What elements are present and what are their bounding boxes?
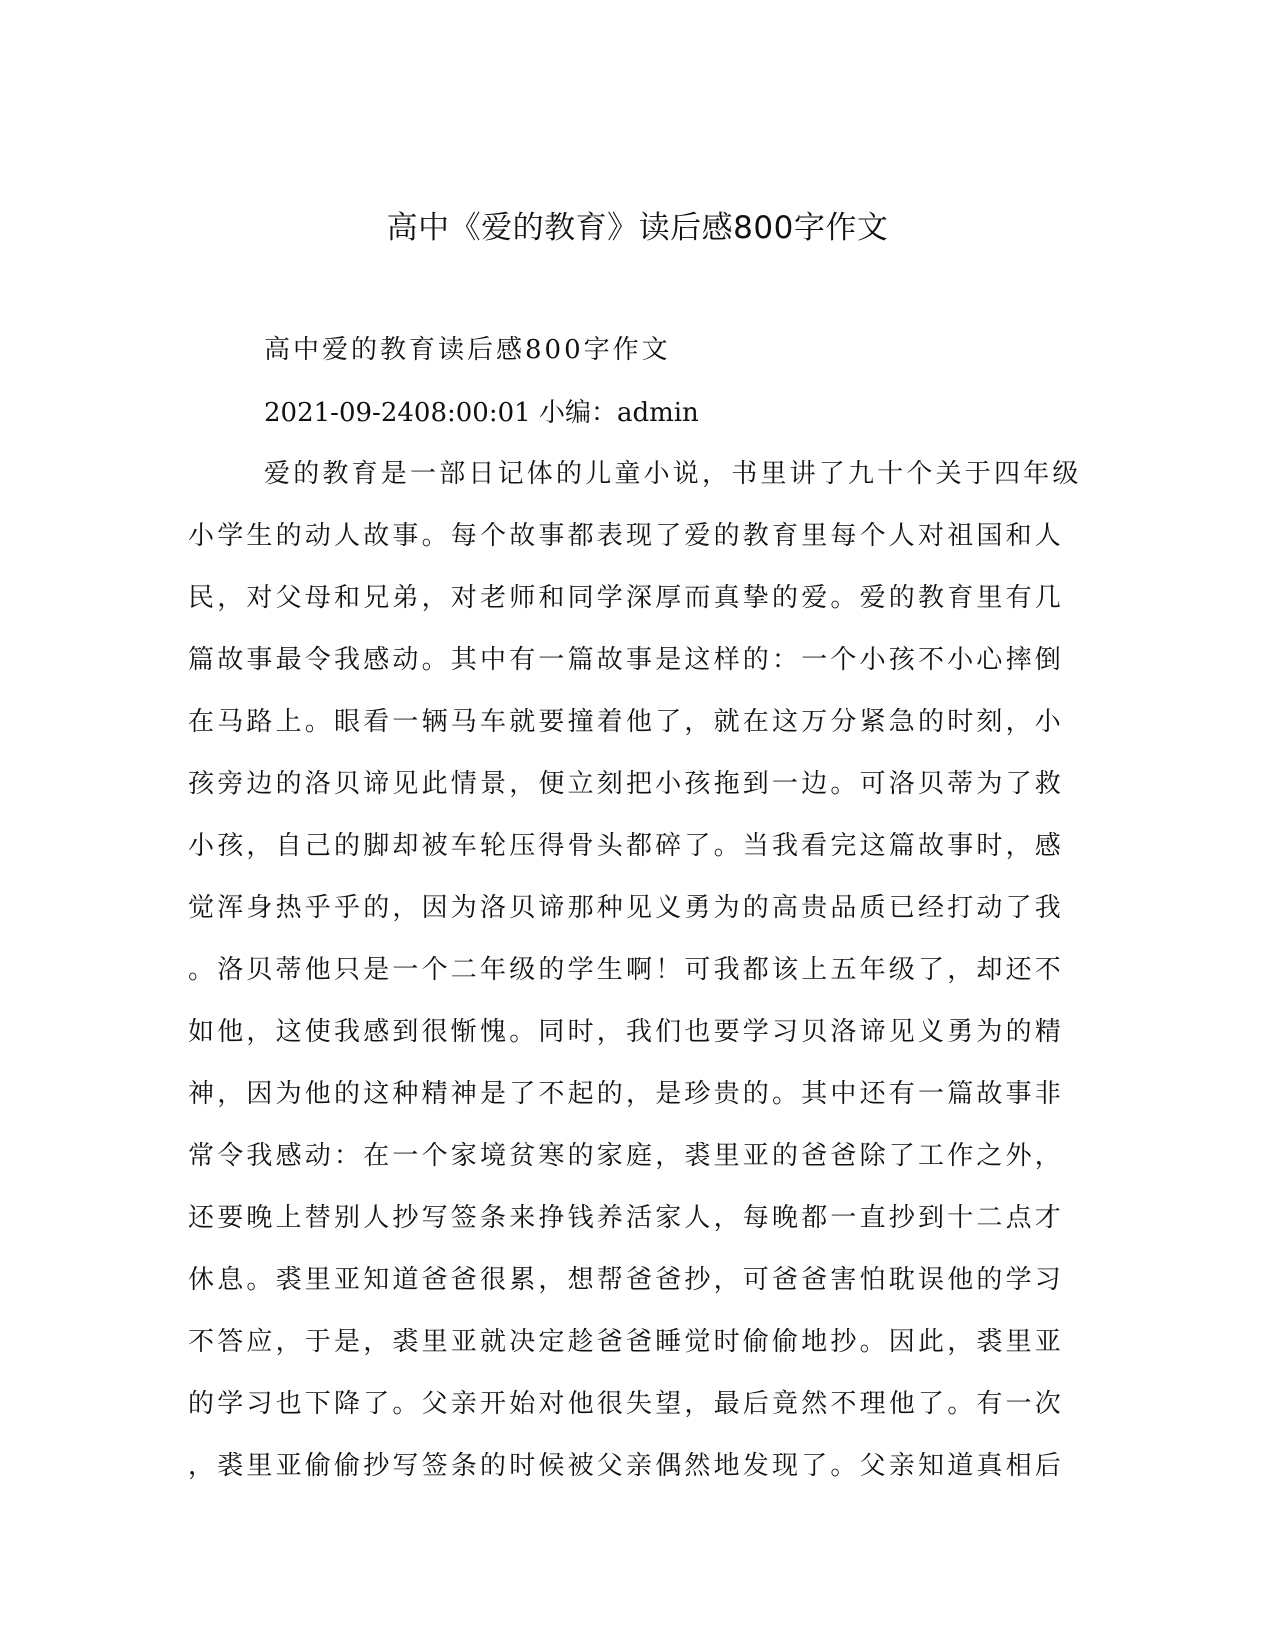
body-line: 觉浑身热乎乎的，因为洛贝谛那种见义勇为的高贵品质已经打动了我 xyxy=(188,893,1065,923)
body-line: 篇故事最令我感动。其中有一篇故事是这样的：一个小孩不小心摔倒 xyxy=(188,645,1065,675)
body-line: 不答应，于是，裘里亚就决定趁爸爸睡觉时偷偷地抄。因此，裘里亚 xyxy=(188,1327,1065,1357)
body-line: 休息。裘里亚知道爸爸很累，想帮爸爸抄，可爸爸害怕耽误他的学习 xyxy=(188,1265,1065,1295)
body-line: 。洛贝蒂他只是一个二年级的学生啊！可我都该上五年级了，却还不 xyxy=(188,955,1065,985)
body-line: 如他，这使我感到很惭愧。同时，我们也要学习贝洛谛见义勇为的精 xyxy=(188,1017,1065,1047)
body-line: 在马路上。眼看一辆马车就要撞着他了，就在这万分紧急的时刻，小 xyxy=(188,707,1065,737)
body-line: 民，对父母和兄弟，对老师和同学深厚而真挚的爱。爱的教育里有几 xyxy=(188,583,1065,613)
body-line: 小学生的动人故事。每个故事都表现了爱的教育里每个人对祖国和人 xyxy=(188,521,1065,551)
body-line: 常令我感动：在一个家境贫寒的家庭，裘里亚的爸爸除了工作之外， xyxy=(188,1141,1065,1171)
body-line: 神，因为他的这种精神是了不起的，是珍贵的。其中还有一篇故事非 xyxy=(188,1079,1065,1109)
article-subtitle: 高中爱的教育读后感800字作文 xyxy=(264,335,671,365)
body-line: 的学习也下降了。父亲开始对他很失望，最后竟然不理他了。有一次 xyxy=(188,1389,1065,1419)
body-line: 孩旁边的洛贝谛见此情景，便立刻把小孩拖到一边。可洛贝蒂为了救 xyxy=(188,769,1065,799)
body-line: 爱的教育是一部日记体的儿童小说，书里讲了九十个关于四年级 xyxy=(264,459,1082,489)
body-line: ，裘里亚偷偷抄写签条的时候被父亲偶然地发现了。父亲知道真相后 xyxy=(188,1451,1065,1481)
article-body xyxy=(188,454,1088,1508)
body-line: 还要晚上替别人抄写签条来挣钱养活家人，每晚都一直抄到十二点才 xyxy=(188,1203,1065,1233)
article-date-author: 2021-09-2408:00:01 小编：admin xyxy=(264,398,699,428)
document-title: 高中《爱的教育》读后感800字作文 xyxy=(386,210,889,246)
body-line: 小孩，自己的脚却被车轮压得骨头都碎了。当我看完这篇故事时，感 xyxy=(188,831,1065,861)
